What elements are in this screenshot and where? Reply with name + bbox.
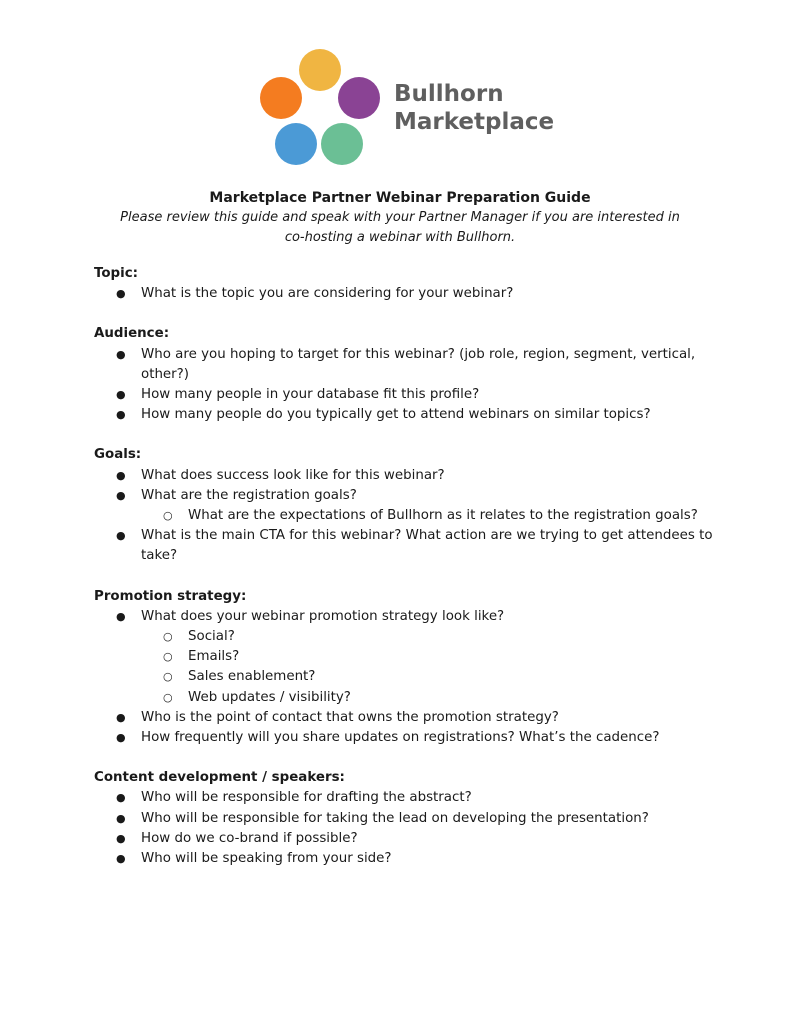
section xyxy=(94,324,734,425)
list-item-text: How many people do you typically get to attend webinars on similar topics? xyxy=(141,407,651,423)
list-item xyxy=(94,809,734,829)
bullet-list xyxy=(94,788,734,869)
list-item xyxy=(94,607,734,708)
list-item xyxy=(94,728,734,748)
sub-list xyxy=(141,627,734,708)
list-item xyxy=(94,405,734,425)
list-item xyxy=(94,526,734,566)
section-heading: Goals: xyxy=(94,447,142,463)
bullet-list xyxy=(94,607,734,748)
list-item-text: What does your webinar promotion strategy look like? xyxy=(141,608,505,624)
list-item-text: Who will be speaking from your side? xyxy=(141,851,392,867)
list-item-text: Who will be responsible for drafting the abstract? xyxy=(141,790,472,806)
sub-list xyxy=(141,506,734,526)
logo-line-1: Bullhorn xyxy=(394,81,504,107)
sub-list-item: ○ Social? xyxy=(141,627,734,647)
bullet-list xyxy=(94,466,734,567)
document-title: Marketplace Partner Webinar Preparation Guide xyxy=(209,190,591,206)
list-item xyxy=(94,345,734,385)
sub-list-item: ○ Emails? xyxy=(141,647,734,667)
section xyxy=(94,264,734,304)
section xyxy=(94,587,734,749)
list-item-text: Who are you hoping to target for this webinar? (job role, region, segment, vertical, other?) xyxy=(141,346,696,382)
list-item xyxy=(94,829,734,849)
list-item xyxy=(94,788,734,808)
list-item-text: Who will be responsible for taking the lead on developing the presentation? xyxy=(141,810,649,826)
sub-list-item: ○ What are the expectations of Bullhorn as it relates to the registration goals? xyxy=(141,506,734,526)
logo-dot-green xyxy=(321,123,363,165)
logo-dot-purple xyxy=(338,77,380,119)
section xyxy=(94,445,734,566)
list-item-text: What does success look like for this webinar? xyxy=(141,467,445,483)
list-item xyxy=(94,849,734,869)
guide-content xyxy=(94,264,734,889)
list-item-text: How do we co-brand if possible? xyxy=(141,830,358,846)
list-item xyxy=(94,466,734,486)
list-item-text: Who is the point of contact that owns the promotion strategy? xyxy=(141,709,559,725)
section xyxy=(94,768,734,869)
section-heading: Content development / speakers: xyxy=(94,770,345,786)
list-item-text: How many people in your database fit this profile? xyxy=(141,387,480,403)
list-item-text: How frequently will you share updates on registrations? What’s the cadence? xyxy=(141,730,660,746)
list-item xyxy=(94,708,734,728)
sub-list-item: ○ Sales enablement? xyxy=(141,667,734,687)
list-item-text: What is the main CTA for this webinar? What action are we trying to get attendees to take? xyxy=(141,528,713,564)
document-subtitle: Please review this guide and speak with your Partner Manager if you are interested in co-hosting a webinar with Bullhorn. xyxy=(120,210,680,245)
sub-list-item: ○ Web updates / visibility? xyxy=(141,688,734,708)
bullet-list xyxy=(94,284,734,304)
list-item-text: What are the registration goals? xyxy=(141,487,357,503)
list-item xyxy=(94,284,734,304)
logo-dot-orange xyxy=(260,77,302,119)
list-item-text: What is the topic you are considering for your webinar? xyxy=(141,286,514,302)
section-heading: Audience: xyxy=(94,326,170,342)
logo-dot-blue xyxy=(275,123,317,165)
logo-dot-yellow xyxy=(299,49,341,91)
list-item xyxy=(94,385,734,405)
section-heading: Topic: xyxy=(94,266,139,281)
logo-line-2: Marketplace xyxy=(394,109,555,135)
list-item xyxy=(94,486,734,526)
bullhorn-marketplace-logo xyxy=(258,46,558,168)
logo-wordmark xyxy=(394,80,554,136)
bullet-list xyxy=(94,345,734,426)
section-heading: Promotion strategy: xyxy=(94,588,247,604)
